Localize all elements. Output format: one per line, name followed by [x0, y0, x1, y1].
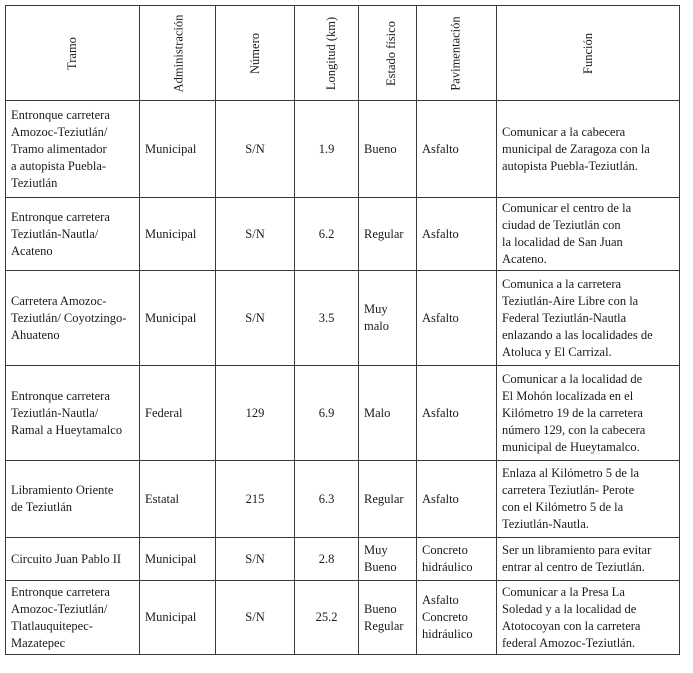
cell-numero: S/N	[216, 581, 295, 655]
cell-longitud: 1.9	[295, 101, 359, 198]
cell-line: número 129, con la cabecera	[502, 422, 646, 437]
cell-estado	[359, 198, 417, 271]
table-row	[6, 198, 680, 271]
cell-numero: 215	[216, 461, 295, 538]
cell-line: Regular	[364, 491, 404, 506]
cell-line: Amozoc-Teziutlán/	[11, 601, 108, 616]
cell-line: Asfalto	[422, 593, 459, 607]
cell-funcion	[497, 581, 680, 655]
cell-line: Entronque carretera	[11, 584, 110, 599]
cell-line: Acateno	[11, 243, 53, 258]
cell-line: Enlaza al Kilómetro 5 de la	[502, 466, 640, 480]
cell-administracion: Municipal	[140, 101, 216, 198]
cell-funcion	[497, 366, 680, 461]
cell-estado	[359, 581, 417, 655]
header-administracion: Administración	[140, 6, 216, 101]
cell-line: Atotocoyan con la carretera	[502, 618, 641, 633]
cell-line: Tlatlauquitepec-	[11, 618, 93, 633]
cell-pavimentacion	[417, 101, 497, 198]
cell-line: Acateno.	[502, 252, 547, 266]
cell-line: Entronque carretera	[11, 209, 110, 224]
cell-line: Bueno	[364, 141, 397, 156]
cell-line: Teziutlán-Nautla/	[11, 405, 99, 420]
cell-line: Comunicar a la Presa La	[502, 584, 625, 599]
cell-line: Ahuateno	[11, 327, 60, 342]
cell-line: autopista Puebla-Teziutlán.	[502, 158, 638, 173]
cell-line: Teziutlán-Nautla.	[502, 517, 589, 531]
cell-line: la localidad de San Juan	[502, 235, 623, 249]
cell-longitud: 6.2	[295, 198, 359, 271]
cell-line: Comunica a la carretera	[502, 276, 622, 291]
cell-numero: S/N	[216, 101, 295, 198]
cell-estado	[359, 461, 417, 538]
cell-administracion: Federal	[140, 366, 216, 461]
cell-numero: S/N	[216, 538, 295, 581]
cell-funcion	[497, 101, 680, 198]
table-row	[6, 538, 680, 581]
cell-line: Libramiento Oriente	[11, 483, 114, 497]
cell-line: Teziutlán	[11, 175, 58, 190]
cell-line: Teziutlán-Aire Libre con la	[502, 293, 639, 308]
cell-estado	[359, 538, 417, 581]
cell-longitud: 3.5	[295, 271, 359, 366]
cell-funcion	[497, 538, 680, 581]
cell-line: Regular	[364, 618, 404, 633]
cell-line: Teziutlán-Nautla/	[11, 226, 99, 241]
cell-line: Muy	[364, 302, 388, 316]
cell-administracion: Municipal	[140, 538, 216, 581]
cell-numero: S/N	[216, 271, 295, 366]
cell-line: Asfalto	[422, 310, 459, 325]
cell-line: Asfalto	[422, 226, 459, 241]
cell-line: Amozoc-Teziutlán/	[11, 124, 108, 139]
cell-numero: S/N	[216, 198, 295, 271]
cell-administracion: Municipal	[140, 198, 216, 271]
cell-line: Entronque carretera	[11, 388, 110, 403]
cell-line: Federal Teziutlán-Nautla	[502, 310, 627, 325]
cell-line: entrar al centro de Teziutlán.	[502, 560, 645, 574]
header-numero: Número	[216, 6, 295, 101]
cell-line: Comunicar a la cabecera	[502, 124, 626, 139]
cell-funcion	[497, 461, 680, 538]
cell-line: Kilómetro 19 de la carretera	[502, 405, 643, 420]
cell-line: municipal de Hueytamalco.	[502, 439, 640, 454]
cell-line: El Mohón localizada en el	[502, 388, 634, 403]
cell-pavimentacion	[417, 581, 497, 655]
cell-line: malo	[364, 319, 389, 333]
cell-numero: 129	[216, 366, 295, 461]
cell-administracion: Municipal	[140, 271, 216, 366]
cell-pavimentacion	[417, 366, 497, 461]
cell-estado	[359, 271, 417, 366]
cell-funcion	[497, 271, 680, 366]
cell-line: Asfalto	[422, 141, 459, 156]
cell-line: Muy	[364, 543, 388, 557]
cell-line: Regular	[364, 226, 404, 241]
cell-longitud: 6.9	[295, 366, 359, 461]
cell-longitud: 2.8	[295, 538, 359, 581]
cell-line: federal Amozoc-Teziutlán.	[502, 635, 636, 650]
cell-estado	[359, 366, 417, 461]
cell-longitud: 25.2	[295, 581, 359, 655]
cell-pavimentacion	[417, 538, 497, 581]
cell-line: hidráulico	[422, 627, 473, 641]
cell-tramo	[6, 461, 140, 538]
cell-line: Atoluca y El Carrizal.	[502, 344, 612, 359]
cell-line: Ser un libramiento para evitar	[502, 543, 652, 557]
cell-line: Bueno	[364, 601, 397, 616]
cell-tramo	[6, 271, 140, 366]
header-row	[6, 6, 680, 101]
cell-line: Concreto	[422, 610, 468, 624]
table-row	[6, 101, 680, 198]
cell-line: Entronque carretera	[11, 107, 110, 122]
cell-line: carretera Teziutlán- Perote	[502, 483, 635, 497]
cell-tramo	[6, 581, 140, 655]
header-longitud: Longitud (km)	[295, 6, 359, 101]
cell-line: Ramal a Hueytamalco	[11, 422, 123, 437]
cell-line: Circuito Juan Pablo II	[11, 551, 122, 566]
cell-line: ciudad de Teziutlán con	[502, 218, 621, 232]
cell-tramo	[6, 101, 140, 198]
cell-line: enlazando a las localidades de	[502, 327, 653, 342]
cell-pavimentacion	[417, 461, 497, 538]
cell-tramo	[6, 366, 140, 461]
cell-line: municipal de Zaragoza con la	[502, 141, 650, 156]
cell-line: Comunicar a la localidad de	[502, 371, 643, 386]
cell-estado	[359, 101, 417, 198]
table-row	[6, 271, 680, 366]
cell-tramo	[6, 538, 140, 581]
cell-tramo	[6, 198, 140, 271]
table-row	[6, 366, 680, 461]
cell-line: Teziutlán/ Coyotzingo-	[11, 310, 127, 325]
cell-line: hidráulico	[422, 560, 473, 574]
cell-line: Mazatepec	[11, 635, 66, 650]
header-tramo: Tramo	[6, 6, 140, 101]
cell-line: Malo	[364, 405, 391, 420]
cell-funcion	[497, 198, 680, 271]
cell-line: Comunicar el centro de la	[502, 201, 632, 215]
cell-line: Carretera Amozoc-	[11, 293, 107, 308]
cell-longitud: 6.3	[295, 461, 359, 538]
cell-line: con el Kilómetro 5 de la	[502, 500, 624, 514]
cell-line: Concreto	[422, 543, 468, 557]
cell-pavimentacion	[417, 271, 497, 366]
cell-line: Soledad y a la localidad de	[502, 601, 637, 616]
cell-administracion: Municipal	[140, 581, 216, 655]
cell-line: Tramo alimentador	[11, 141, 107, 156]
roads-table	[5, 5, 680, 655]
header-funcion: Función	[497, 6, 680, 101]
table-row	[6, 461, 680, 538]
cell-line: Asfalto	[422, 405, 459, 420]
table-row	[6, 581, 680, 655]
cell-line: de Teziutlán	[11, 500, 73, 514]
cell-line: Bueno	[364, 560, 397, 574]
cell-line: a autopista Puebla-	[11, 158, 107, 173]
cell-pavimentacion	[417, 198, 497, 271]
cell-line: Asfalto	[422, 491, 459, 506]
header-estado: Estado físico	[359, 6, 417, 101]
header-pavimentacion: Pavimentación	[417, 6, 497, 101]
cell-administracion: Estatal	[140, 461, 216, 538]
